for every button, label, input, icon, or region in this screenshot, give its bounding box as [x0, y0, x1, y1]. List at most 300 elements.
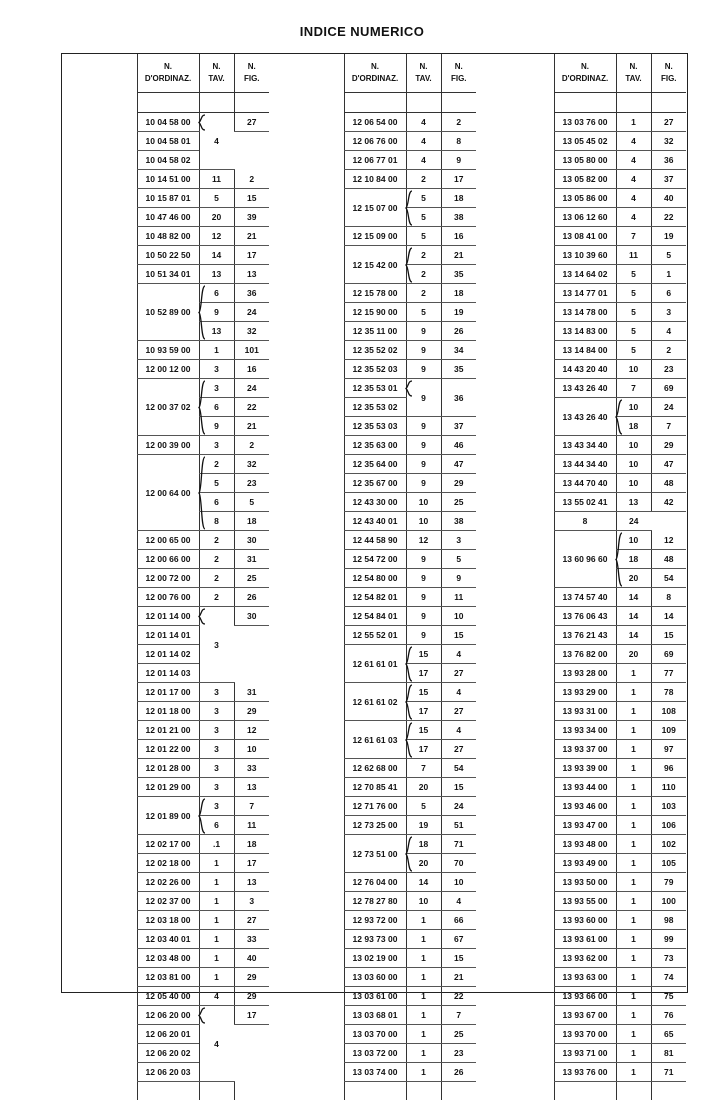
column-header-line: FIG. [235, 73, 270, 85]
column-header-line: D'ORDINAZ. [138, 73, 199, 85]
order-number-cell: 13 05 86 00 [554, 189, 616, 208]
order-number-cell: 10 14 51 00 [137, 170, 199, 189]
order-number-cell: 12 35 67 00 [344, 474, 406, 493]
order-number-cell: 10 04 58 02 [137, 151, 199, 170]
figure-cell: 108 [651, 702, 686, 721]
figure-cell: 30 [234, 607, 269, 626]
figure-cell: 22 [234, 398, 269, 417]
plate-cell [616, 265, 651, 284]
order-number-cell: 13 93 39 00 [554, 759, 616, 778]
figure-cell: 71 [441, 835, 476, 854]
order-number-cell: 13 93 60 00 [554, 911, 616, 930]
plate-cell [406, 759, 441, 778]
table-row [554, 892, 686, 911]
table-row [554, 189, 686, 208]
figure-cell: 100 [651, 892, 686, 911]
col-figure [234, 54, 269, 93]
table-row [344, 227, 476, 246]
plate-cell [406, 1006, 441, 1025]
plate-number: 3 [214, 706, 219, 716]
brace-mark [406, 248, 413, 282]
figure-cell: 29 [234, 968, 269, 987]
table-row [137, 930, 269, 949]
figure-cell: 25 [441, 493, 476, 512]
figure-cell: 24 [441, 797, 476, 816]
plate-number: 1 [214, 858, 219, 868]
figure-cell: 3 [651, 303, 686, 322]
plate-number: 4 [214, 1039, 219, 1049]
table-row [137, 379, 269, 398]
plate-number: 1 [631, 763, 636, 773]
order-number-cell: 12 06 76 00 [344, 132, 406, 151]
order-number-cell: 12 70 85 41 [344, 778, 406, 797]
plate-number: 2 [214, 459, 219, 469]
order-number-cell: 13 93 47 00 [554, 816, 616, 835]
plate-number: 5 [421, 801, 426, 811]
plate-cell [199, 987, 234, 1006]
order-number-cell: 12 54 80 00 [344, 569, 406, 588]
table-row [344, 531, 476, 550]
order-number-cell: 12 15 09 00 [344, 227, 406, 246]
column-header-line: TAV. [617, 73, 651, 85]
plate-cell [616, 607, 651, 626]
plate-cell [406, 360, 441, 379]
plate-cell [616, 341, 651, 360]
figure-cell: 23 [441, 1044, 476, 1063]
order-number-cell: 12 15 42 00 [344, 246, 406, 284]
plate-cell [616, 1025, 651, 1044]
header-row [137, 54, 269, 93]
order-number-cell: 13 14 83 00 [554, 322, 616, 341]
order-number-cell: 13 93 71 00 [554, 1044, 616, 1063]
table-row [554, 379, 686, 398]
plate-number: 1 [631, 117, 636, 127]
table-row [137, 1006, 269, 1025]
plate-number: 3 [214, 440, 219, 450]
plate-cell [616, 1063, 651, 1082]
order-number-cell: 12 55 52 01 [344, 626, 406, 645]
plate-number: 1 [631, 896, 636, 906]
plate-cell [199, 740, 234, 759]
table-row [137, 949, 269, 968]
figure-cell: 37 [651, 170, 686, 189]
figure-cell: 21 [234, 417, 269, 436]
figure-cell: 96 [651, 759, 686, 778]
figure-cell: 110 [651, 778, 686, 797]
plate-cell [199, 531, 234, 550]
order-number-cell: 13 03 74 00 [344, 1063, 406, 1082]
figure-cell: 105 [651, 854, 686, 873]
table-row [344, 417, 476, 436]
figure-cell: 42 [651, 493, 686, 512]
table-row [554, 797, 686, 816]
order-number-cell: 12 61 61 01 [344, 645, 406, 683]
plate-number: 3 [214, 364, 219, 374]
figure-cell: 106 [651, 816, 686, 835]
figure-cell: 36 [651, 151, 686, 170]
plate-number: 4 [421, 117, 426, 127]
plate-number: 9 [421, 421, 426, 431]
plate-number: 4 [421, 136, 426, 146]
order-number-cell: 12 02 37 00 [137, 892, 199, 911]
figure-cell: 2 [441, 113, 476, 132]
order-number-cell: 13 93 76 00 [554, 1063, 616, 1082]
order-number-cell: 12 61 61 03 [344, 721, 406, 759]
plate-number: 1 [421, 1048, 426, 1058]
table-row [344, 816, 476, 835]
index-table [137, 54, 270, 1100]
figure-cell: 6 [651, 284, 686, 303]
table-row [344, 474, 476, 493]
plate-number: 1 [421, 915, 426, 925]
brace-mark [406, 723, 413, 757]
table-row [344, 588, 476, 607]
figure-cell: 32 [234, 322, 269, 341]
column-header-line: TAV. [200, 73, 234, 85]
filler-row [344, 1082, 476, 1100]
table-row [344, 1044, 476, 1063]
plate-number: 1 [214, 896, 219, 906]
figure-cell: 69 [651, 645, 686, 664]
plate-cell [406, 303, 441, 322]
order-number-cell: 12 73 25 00 [344, 816, 406, 835]
order-number-cell: 12 71 76 00 [344, 797, 406, 816]
figure-cell: 21 [234, 227, 269, 246]
plate-number: 20 [629, 649, 638, 659]
figure-cell: 101 [234, 341, 269, 360]
figure-cell: 15 [441, 949, 476, 968]
table-row [137, 607, 269, 626]
figure-cell: 39 [234, 208, 269, 227]
order-number-cell: 13 05 45 02 [554, 132, 616, 151]
plate-cell [199, 702, 234, 721]
table-row [137, 702, 269, 721]
order-number-cell: 13 93 37 00 [554, 740, 616, 759]
plate-cell [616, 797, 651, 816]
table-row [554, 455, 686, 474]
figure-cell: 3 [234, 892, 269, 911]
table-row [137, 987, 269, 1006]
table-row [137, 683, 269, 702]
plate-number: 4 [631, 193, 636, 203]
spacer-cell [651, 93, 686, 113]
spacer-cell [554, 93, 616, 113]
table-row [344, 246, 476, 265]
order-number-cell: 13 55 02 41 [554, 493, 616, 512]
table-row [554, 1006, 686, 1025]
plate-number: 17 [419, 744, 428, 754]
table-row [554, 246, 686, 265]
order-number-cell: 10 04 58 00 [137, 113, 199, 132]
plate-number: 10 [629, 402, 638, 412]
figure-cell: 70 [441, 854, 476, 873]
plate-cell [616, 284, 651, 303]
order-number-cell: 12 01 17 00 [137, 683, 199, 702]
plate-cell [199, 778, 234, 797]
order-number-cell: 13 03 60 00 [344, 968, 406, 987]
plate-number: 1 [421, 1067, 426, 1077]
order-number-cell: 13 60 96 60 [554, 531, 616, 588]
column-header-line: TAV. [407, 73, 441, 85]
table-row [137, 227, 269, 246]
order-number-cell: 13 93 29 00 [554, 683, 616, 702]
plate-number: 1 [421, 953, 426, 963]
plate-number: .1 [213, 839, 220, 849]
plate-cell [616, 987, 651, 1006]
figure-cell: 12 [234, 721, 269, 740]
plate-cell [616, 873, 651, 892]
order-number-cell: 10 15 87 01 [137, 189, 199, 208]
figure-cell: 69 [651, 379, 686, 398]
plate-number: 3 [214, 383, 219, 393]
plate-number: 9 [421, 478, 426, 488]
brace-mark [406, 685, 413, 719]
plate-cell [406, 797, 441, 816]
plate-number: 9 [421, 459, 426, 469]
brace-mark [406, 647, 413, 681]
plate-cell [199, 1006, 234, 1082]
plate-cell [199, 588, 234, 607]
plate-cell [406, 1063, 441, 1082]
plate-number: 9 [421, 393, 426, 403]
order-number-cell: 12 06 77 01 [344, 151, 406, 170]
order-number-cell: 13 43 34 40 [554, 436, 616, 455]
figure-cell: 25 [234, 569, 269, 588]
plate-number: 10 [419, 516, 428, 526]
order-number-cell: 10 48 82 00 [137, 227, 199, 246]
order-number-cell: 13 93 44 00 [554, 778, 616, 797]
table-row [137, 892, 269, 911]
figure-cell: 5 [441, 550, 476, 569]
plate-number: 5 [421, 193, 426, 203]
plate-number: 18 [629, 554, 638, 564]
plate-cell [406, 930, 441, 949]
table-row [344, 341, 476, 360]
plate-number: 4 [214, 136, 219, 146]
plate-number: 15 [419, 687, 428, 697]
figure-cell: 67 [441, 930, 476, 949]
table-row [554, 968, 686, 987]
table-row [554, 208, 686, 227]
order-number-cell: 10 04 58 01 [137, 132, 199, 151]
filler-row [554, 1082, 686, 1100]
order-number-cell: 13 93 31 00 [554, 702, 616, 721]
order-number-cell: 12 06 20 00 [137, 1006, 199, 1025]
table-row [554, 759, 686, 778]
figure-cell: 24 [651, 398, 686, 417]
table-row [554, 607, 686, 626]
table-row [137, 360, 269, 379]
order-number-cell: 10 50 22 50 [137, 246, 199, 265]
table-row [137, 797, 269, 816]
plate-number: 9 [421, 364, 426, 374]
plate-cell [406, 531, 441, 550]
figure-cell: 34 [441, 341, 476, 360]
table-row [554, 930, 686, 949]
plate-cell [616, 588, 651, 607]
table-row [344, 987, 476, 1006]
table-row [554, 702, 686, 721]
table-row [137, 265, 269, 284]
column-header-line: N. [235, 61, 270, 73]
plate-cell [616, 455, 651, 474]
table-row [554, 721, 686, 740]
order-number-cell: 12 01 21 00 [137, 721, 199, 740]
order-number-cell: 12 43 30 00 [344, 493, 406, 512]
plate-cell [616, 360, 651, 379]
spacer-row [344, 93, 476, 113]
figure-cell: 5 [234, 493, 269, 512]
plate-cell [199, 189, 234, 208]
plate-number: 9 [421, 630, 426, 640]
plate-number: 13 [212, 269, 221, 279]
figure-cell: 32 [651, 132, 686, 151]
table-row [344, 778, 476, 797]
plate-cell [616, 474, 651, 493]
column-header-line: N. [407, 61, 441, 73]
order-number-cell: 12 01 14 00 [137, 607, 199, 626]
figure-cell: 12 [651, 531, 686, 550]
table-row [344, 170, 476, 189]
plate-number: 5 [421, 231, 426, 241]
table-row [137, 778, 269, 797]
order-number-cell: 12 35 63 00 [344, 436, 406, 455]
figure-cell: 22 [651, 208, 686, 227]
plate-number: 9 [421, 592, 426, 602]
plate-number: 9 [421, 573, 426, 583]
figure-cell: 74 [651, 968, 686, 987]
order-number-cell: 12 06 20 02 [137, 1044, 199, 1063]
column-header-line: D'ORDINAZ. [555, 73, 616, 85]
figure-cell: 4 [441, 683, 476, 702]
plate-number: 18 [629, 421, 638, 431]
order-number-cell: 10 47 46 00 [137, 208, 199, 227]
plate-cell [199, 835, 234, 854]
figure-cell: 11 [234, 816, 269, 835]
plate-cell [199, 265, 234, 284]
figure-cell: 15 [651, 626, 686, 645]
plate-cell [406, 835, 441, 854]
figure-cell: 47 [441, 455, 476, 474]
figure-cell: 46 [441, 436, 476, 455]
plate-cell [406, 113, 441, 132]
order-number-cell: 12 01 14 02 [137, 645, 199, 664]
plate-cell [406, 550, 441, 569]
order-number-cell: 12 00 39 00 [137, 436, 199, 455]
figure-cell: 8 [441, 132, 476, 151]
order-number-cell: 13 14 78 00 [554, 303, 616, 322]
plate-number: 3 [214, 725, 219, 735]
plate-number: 5 [631, 307, 636, 317]
plate-number: 3 [214, 744, 219, 754]
order-number-cell: 12 15 90 00 [344, 303, 406, 322]
plate-number: 9 [421, 440, 426, 450]
plate-number: 1 [631, 991, 636, 1001]
figure-cell: 14 [651, 607, 686, 626]
figure-cell: 54 [441, 759, 476, 778]
figure-cell: 66 [441, 911, 476, 930]
order-number-cell: 13 93 62 00 [554, 949, 616, 968]
figure-cell: 75 [651, 987, 686, 1006]
figure-cell: 10 [441, 607, 476, 626]
plate-cell [406, 227, 441, 246]
figure-cell: 47 [651, 455, 686, 474]
figure-cell: 29 [234, 702, 269, 721]
plate-number: 20 [212, 212, 221, 222]
plate-number: 10 [629, 478, 638, 488]
table-row [344, 151, 476, 170]
table-row [554, 113, 686, 132]
figure-cell: 17 [234, 246, 269, 265]
order-number-cell: 12 44 58 90 [344, 531, 406, 550]
plate-cell [199, 949, 234, 968]
order-number-cell: 13 03 68 01 [344, 1006, 406, 1025]
table-row [137, 550, 269, 569]
figure-cell: 97 [651, 740, 686, 759]
brace-mark [199, 609, 206, 624]
brace-mark [199, 381, 206, 434]
col-plate [199, 54, 234, 93]
plate-number: 7 [631, 231, 636, 241]
order-number-cell: 12 15 78 00 [344, 284, 406, 303]
table-row [344, 512, 476, 531]
col-order-number [137, 54, 199, 93]
index-panel-2 [269, 54, 476, 991]
plate-cell [199, 683, 234, 702]
plate-number: 10 [629, 440, 638, 450]
plate-number: 2 [214, 573, 219, 583]
order-number-cell: 12 02 26 00 [137, 873, 199, 892]
column-header-line: D'ORDINAZ. [345, 73, 406, 85]
table-row [554, 398, 686, 417]
plate-cell [616, 645, 651, 664]
figure-cell: 7 [441, 1006, 476, 1025]
plate-number: 9 [214, 421, 219, 431]
plate-number: 3 [214, 801, 219, 811]
plate-number: 1 [214, 345, 219, 355]
table-row [554, 664, 686, 683]
plate-cell [616, 379, 651, 398]
figure-cell: 13 [234, 873, 269, 892]
order-number-cell: 12 35 53 02 [344, 398, 406, 417]
order-number-cell: 13 06 12 60 [554, 208, 616, 227]
order-number-cell: 12 35 64 00 [344, 455, 406, 474]
plate-number: 5 [214, 193, 219, 203]
order-number-cell: 12 93 73 00 [344, 930, 406, 949]
figure-cell: 37 [441, 417, 476, 436]
plate-cell [406, 816, 441, 835]
order-number-cell: 12 43 40 01 [344, 512, 406, 531]
order-number-cell: 13 05 82 00 [554, 170, 616, 189]
order-number-cell: 13 14 77 01 [554, 284, 616, 303]
table-row [137, 588, 269, 607]
table-row [554, 227, 686, 246]
index-table [554, 54, 687, 1100]
figure-cell: 18 [441, 284, 476, 303]
page-title: INDICE NUMERICO [0, 24, 724, 39]
table-row [344, 645, 476, 664]
figure-cell: 17 [234, 1006, 269, 1025]
table-row [554, 949, 686, 968]
plate-number: 1 [214, 972, 219, 982]
plate-cell [406, 379, 441, 417]
plate-cell [199, 607, 234, 683]
table-row [344, 835, 476, 854]
plate-number: 9 [421, 611, 426, 621]
figure-cell: 24 [234, 303, 269, 322]
table-row [554, 987, 686, 1006]
figure-cell: 54 [651, 569, 686, 588]
